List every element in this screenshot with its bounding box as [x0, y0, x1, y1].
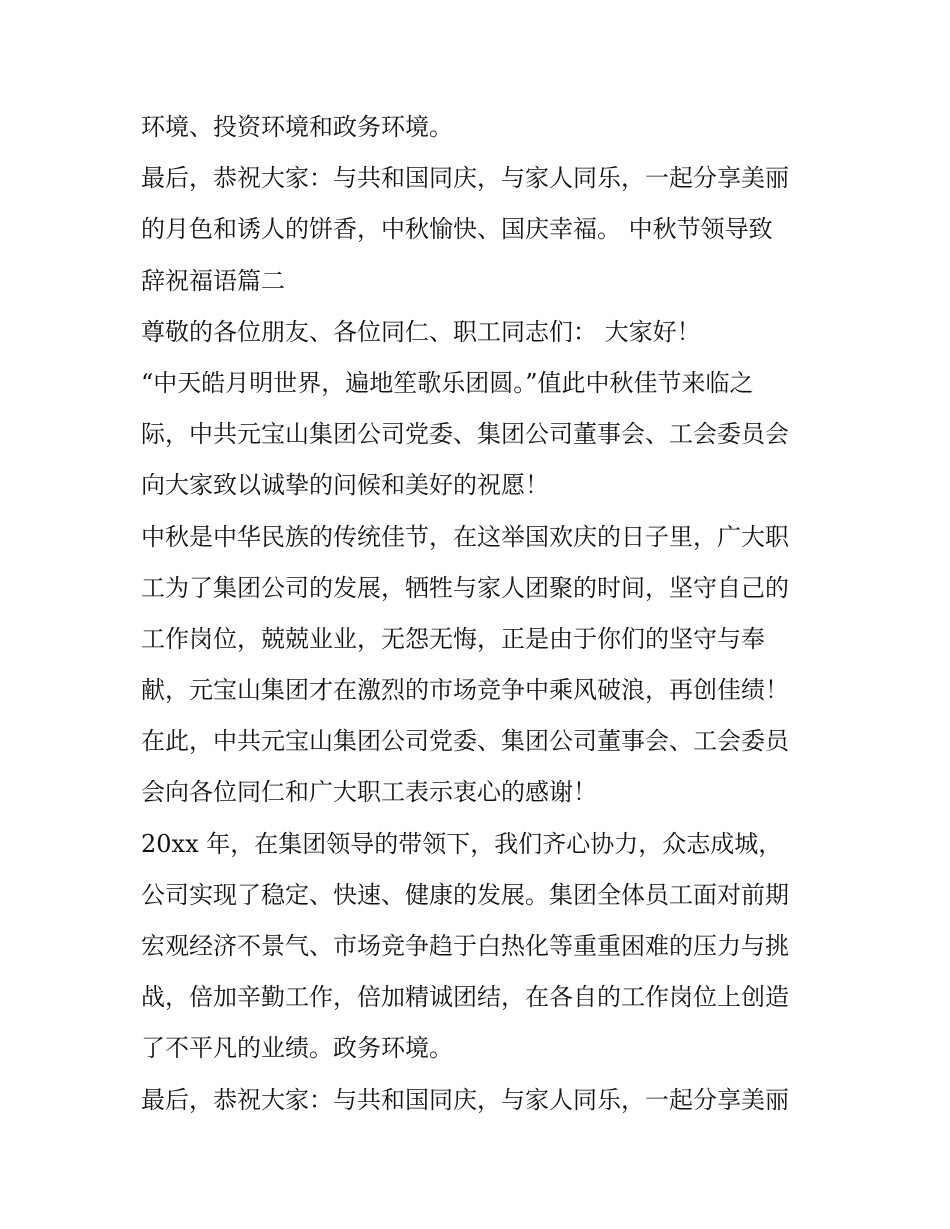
text-line: 际，中共元宝山集团公司党委、集团公司董事会、工会委员会	[141, 420, 789, 449]
text-line: 战，倍加辛勤工作，倍加精诚团结，在各自的工作岗位上创造	[141, 983, 789, 1012]
salutation: 尊敬的各位朋友、各位同仁、职工同志们： 大家好！	[141, 317, 701, 346]
text-line: 工为了集团公司的发展，牺牲与家人团聚的时间，坚守自己的	[141, 573, 789, 602]
text-line: 20xx 年，在集团领导的带领下，我们齐心协力，众志成城，	[141, 829, 783, 858]
text-line: 会向各位同仁和广大职工表示衷心的感谢！	[141, 778, 597, 807]
text-line: 最后，恭祝大家：与共和国同庆，与家人同乐，一起分享美丽	[141, 1085, 789, 1114]
text-line: 最后，恭祝大家：与共和国同庆，与家人同乐，一起分享美丽	[141, 164, 789, 193]
text-line: 工作岗位，兢兢业业，无怨无悔，正是由于你们的坚守与奉	[141, 624, 765, 653]
text-line: 宏观经济不景气、市场竞争趋于白热化等重重困难的压力与挑	[141, 932, 789, 960]
text-line: 在此，中共元宝山集团公司党委、集团公司董事会、工会委员	[141, 727, 789, 756]
body-text	[141, 102, 821, 1126]
text-line: 公司实现了稳定、快速、健康的发展。集团全体员工面对前期	[141, 880, 789, 909]
text-line: 了不平凡的业绩。政务环境。	[141, 1034, 453, 1063]
text-line: 环境、投资环境和政务环境。	[141, 113, 453, 141]
section-title: 辞祝福语篇二	[141, 266, 285, 295]
text-line: “中天皓月明世界，遍地笙歌乐团圆。”值此中秋佳节来临之	[141, 368, 754, 397]
text-line: 献，元宝山集团才在激烈的市场竞争中乘风破浪，再创佳绩！	[141, 676, 789, 705]
text-line: 中秋是中华民族的传统佳节，在这举国欢庆的日子里，广大职	[141, 522, 789, 551]
text-line: 的月色和诱人的饼香，中秋愉快、国庆幸福。 中秋节领导致	[141, 215, 773, 244]
text-line: 向大家致以诚挚的问候和美好的祝愿！	[141, 471, 549, 500]
